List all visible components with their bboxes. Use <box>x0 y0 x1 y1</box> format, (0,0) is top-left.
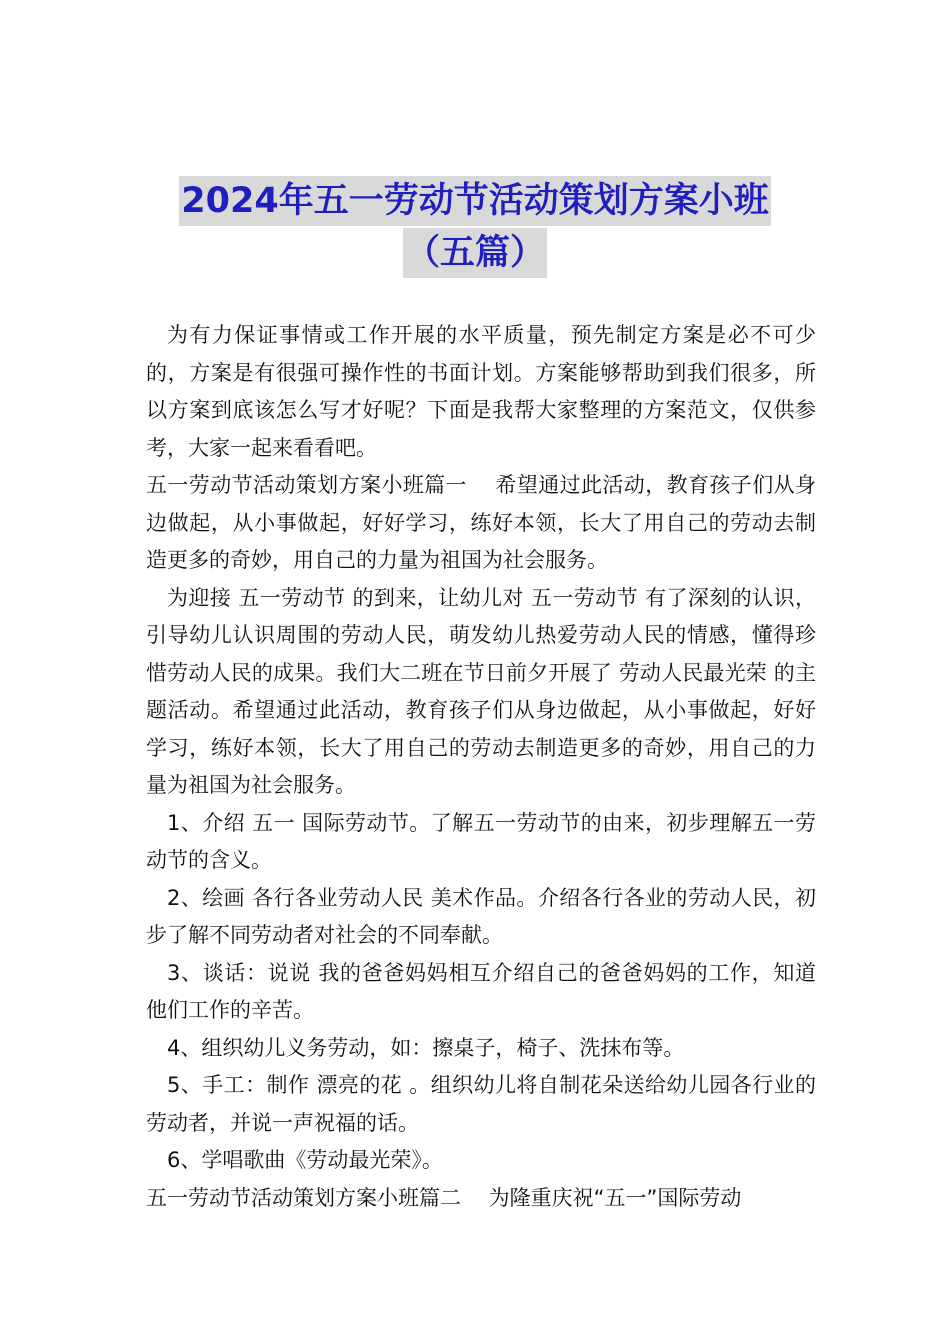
document-title <box>0 176 950 280</box>
list-item: 1、介绍 五一 国际劳动节。了解五一劳动节的由来，初步理解五一劳动节的含义。 <box>146 810 816 872</box>
list-item: 3、谈话：说说 我的爸爸妈妈相互介绍自己的爸爸妈妈的工作，知道他们工作的辛苦。 <box>146 960 816 1022</box>
body-paragraph: 为迎接 五一劳动节 的到来，让幼儿对 五一劳动节 有了深刻的认识，引导幼儿认识周围的劳动人民，萌发幼儿热爱劳动人民的情感，懂得珍惜劳动人民的成果。我们大二班在节日前夕开展了 劳动人民最光荣 的主题活动。希望通过此活动，教育孩子们从身边做起，从小事做起，好好学习，练好本领，长大了用自己的劳动去制造更多的奇妙，用自己的力量为祖国为社会服务。 <box>146 585 816 797</box>
document-body <box>146 317 816 1217</box>
list-item: 4、组织幼儿义务劳动，如：擦桌子，椅子、洗抹布等。 <box>167 1035 685 1060</box>
list-item: 6、学唱歌曲《劳动最光荣》。 <box>167 1148 443 1172</box>
section-one-heading-paragraph: 五一劳动节活动策划方案小班篇一 希望通过此活动，教育孩子们从身边做起，从小事做起，好好学习，练好本领，长大了用自己的劳动去制造更多的奇妙，用自己的力量为祖国为社会服务。 <box>146 473 816 572</box>
title-line-2: （五篇） <box>403 228 547 278</box>
list-item: 5、手工：制作 漂亮的花 。组织幼儿将自制花朵送给幼儿园各行业的劳动者，并说一声祝福的话。 <box>146 1073 816 1135</box>
section-two-heading-paragraph: 五一劳动节活动策划方案小班篇二 为隆重庆祝“五一”国际劳动 <box>146 1185 742 1210</box>
title-line-1: 2024年五一劳动节活动策划方案小班 <box>179 176 770 226</box>
intro-paragraph: 为有力保证事情或工作开展的水平质量，预先制定方案是必不可少的，方案是有很强可操作性的书面计划。方案能够帮助到我们很多，所以方案到底该怎么写才好呢？下面是我帮大家整理的方案范文，仅供参考，大家一起来看看吧。 <box>146 323 816 460</box>
list-item: 2、绘画 各行各业劳动人民 美术作品。介绍各行各业的劳动人民，初步了解不同劳动者对社会的不同奉献。 <box>146 885 816 947</box>
